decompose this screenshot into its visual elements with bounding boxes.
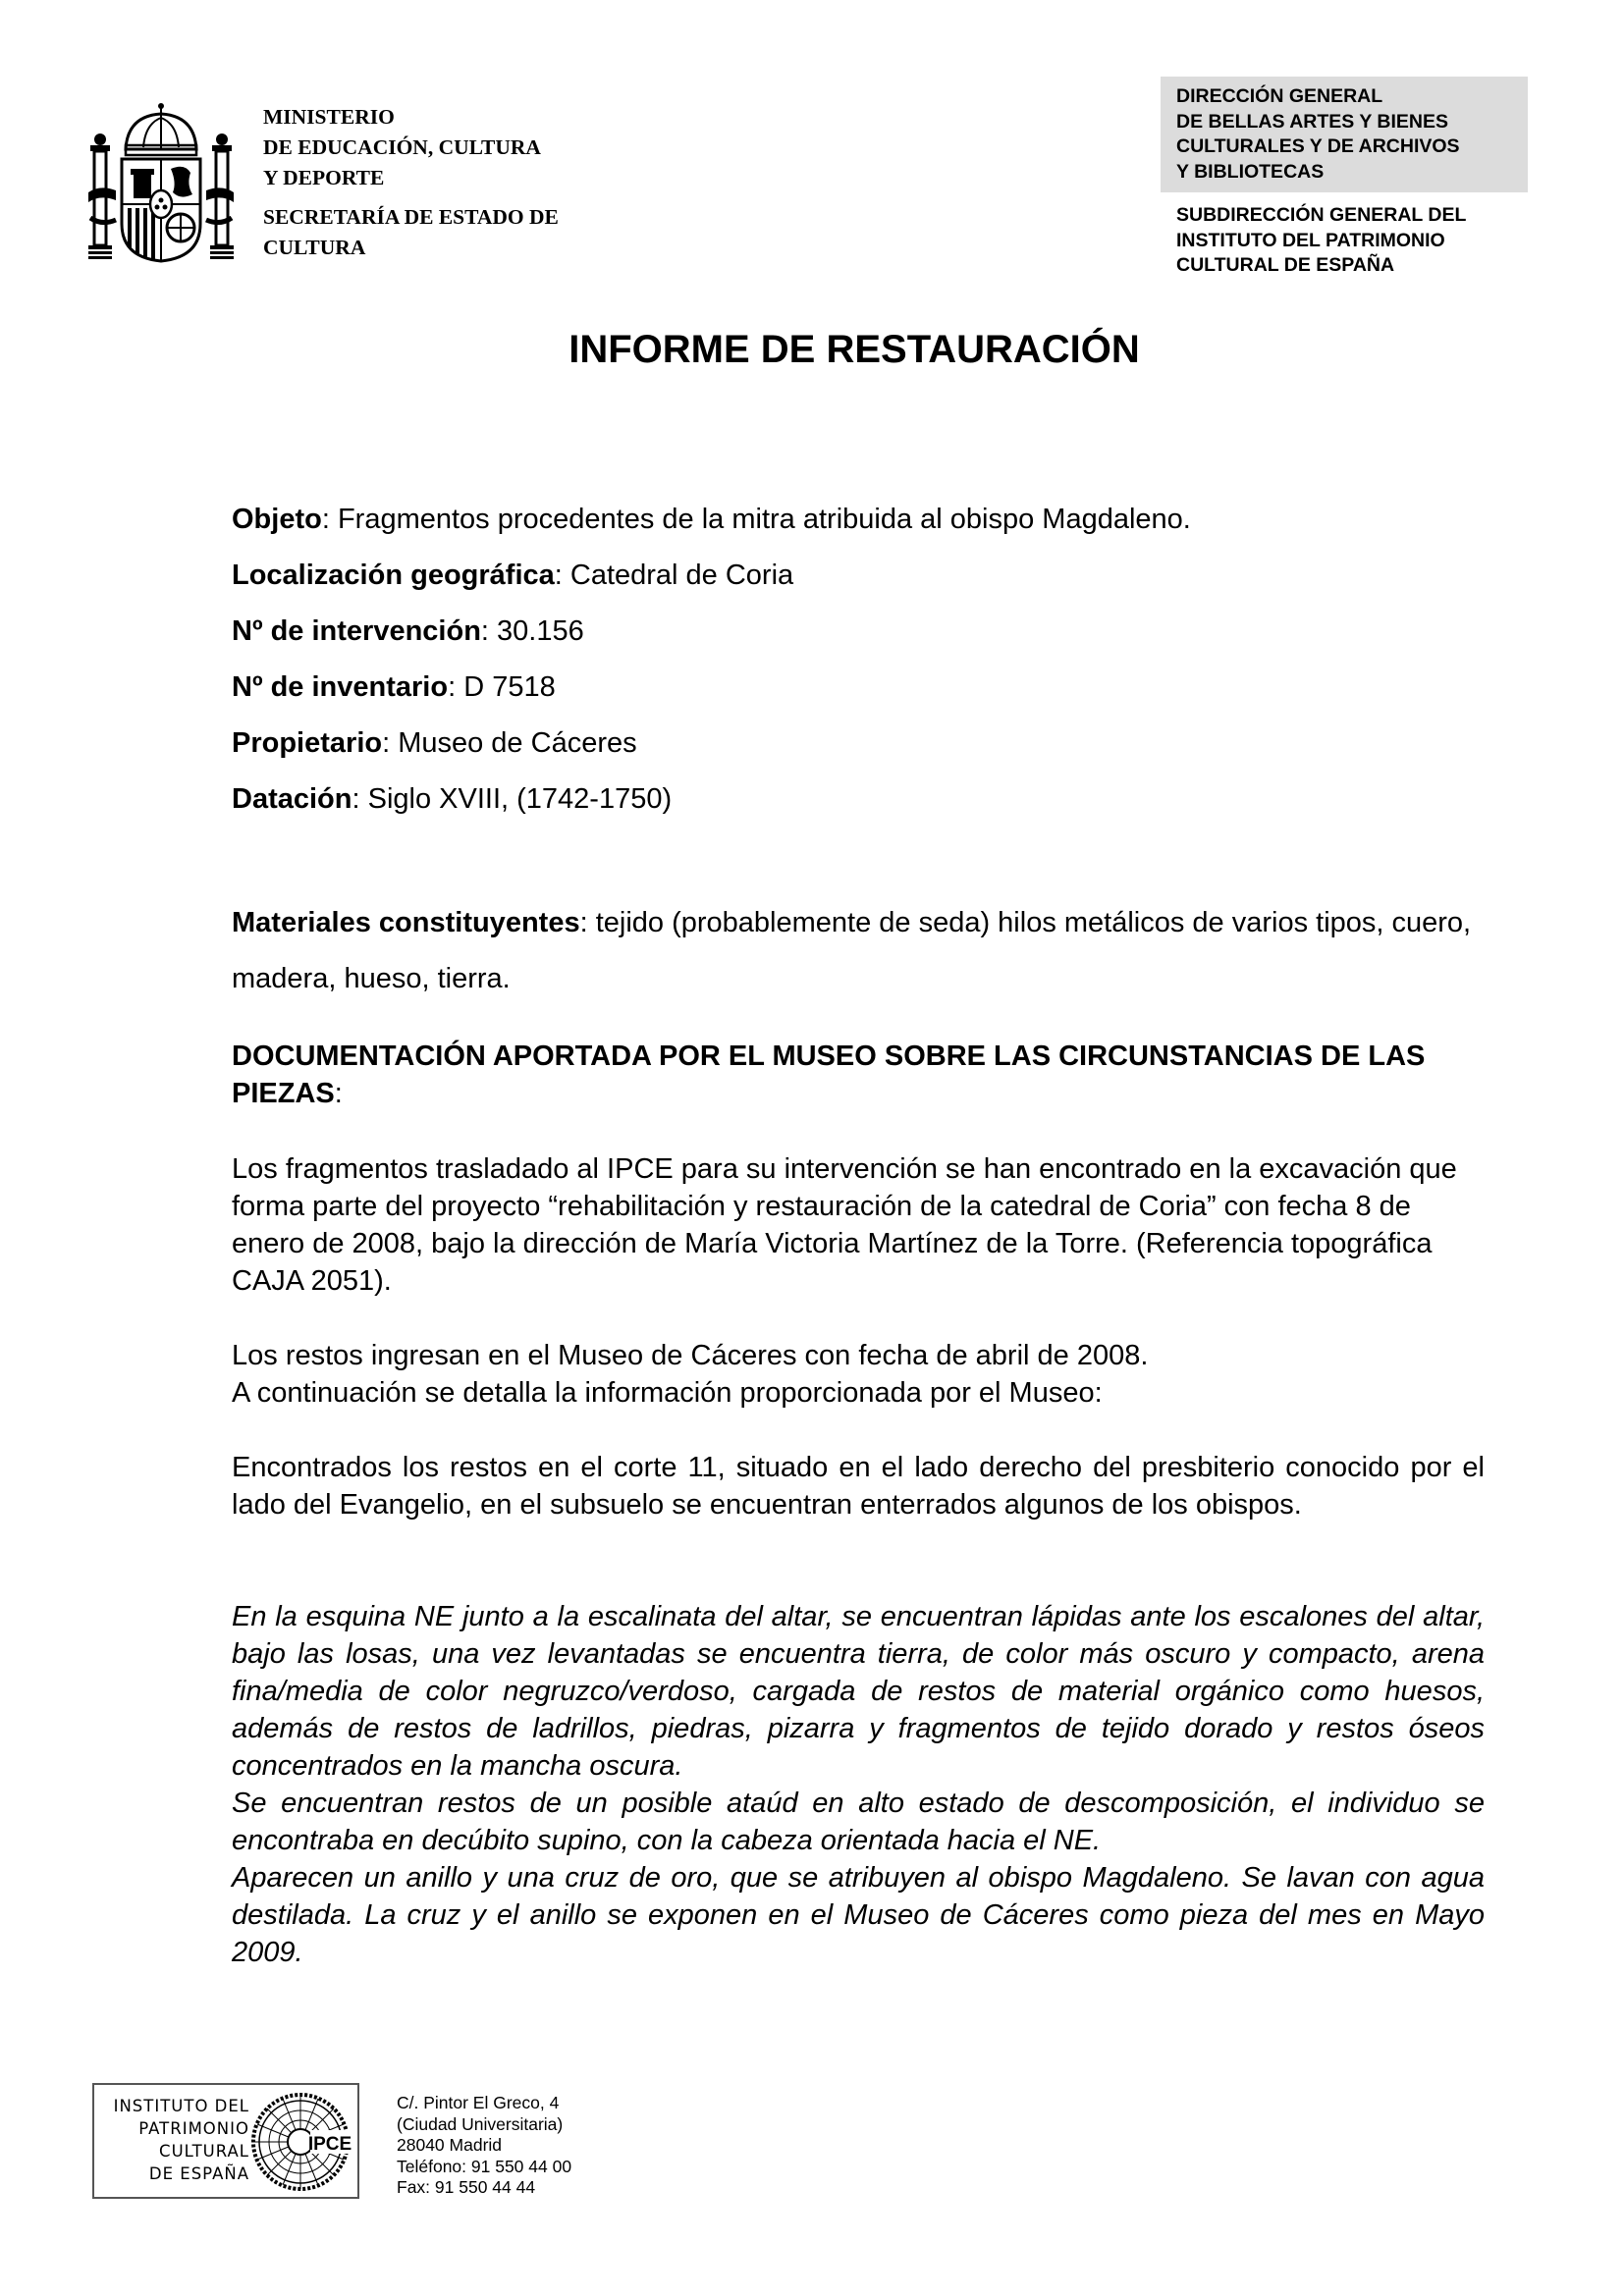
field-label: Localización geográfica (232, 560, 555, 591)
ministry-line: Y DEPORTE (263, 166, 385, 189)
subdirectorate-line: CULTURAL DE ESPAÑA (1176, 254, 1395, 276)
field-objeto (232, 503, 1191, 536)
field-propietario (232, 726, 637, 760)
logo-line: DE ESPAÑA (148, 2164, 249, 2183)
field-label: Objeto (232, 504, 322, 535)
footer-address (397, 2093, 571, 2199)
directorate-line: CULTURALES Y DE ARCHIVOS (1176, 135, 1460, 157)
field-label: Datación (232, 783, 352, 815)
directorate-name (1176, 84, 1460, 185)
materials-label: Materiales constituyentes (232, 907, 580, 938)
subdirectorate-line: INSTITUTO DEL PATRIMONIO (1176, 229, 1445, 251)
ipce-badge-text: IPCE (307, 2134, 352, 2155)
paragraph-line: A continuación se detalla la información proporcionada por el Museo: (232, 1377, 1103, 1409)
ipce-logo (92, 2083, 359, 2199)
logo-line: PATRIMONIO (138, 2119, 249, 2138)
field-inventario (232, 670, 556, 704)
field-label: Nº de intervención (232, 615, 481, 647)
materials-field (232, 895, 1485, 1007)
ministry-line: MINISTERIO (263, 105, 395, 129)
field-datacion (232, 782, 672, 816)
documentation-heading-colon: : (334, 1078, 343, 1109)
address-line: C/. Pintor El Greco, 4 (397, 2093, 560, 2112)
field-value: : Catedral de Coria (554, 560, 794, 591)
address-line: 28040 Madrid (397, 2135, 503, 2155)
paragraph-excavation: Los fragmentos trasladado al IPCE para su intervención se han encontrado en la excavación que forma parte del proyecto “rehabilitación y restauración de la catedral de Coria” con fecha 8 de enero de 2008, bajo la dirección de María Victoria Martínez de la Torre. (Referencia topográfica CAJA 2051). (232, 1153, 1457, 1297)
italic-paragraph: Se encuentran restos de un posible ataúd en alto estado de descomposición, el individuo se encontraba en decúbito supino, con la cabeza orientada hacia el NE. (232, 1788, 1485, 1856)
logo-line: INSTITUTO DEL (113, 2097, 249, 2115)
field-value: : Fragmentos procedentes de la mitra atribuida al obispo Magdaleno. (321, 504, 1191, 535)
field-localizacion (232, 559, 793, 592)
field-value: : 30.156 (480, 615, 584, 647)
materials-value: : tejido (probablemente de seda) hilos metálicos de varios tipos, cuero, madera, hueso, tierra. (232, 907, 1472, 994)
address-fax: Fax: 91 550 44 44 (397, 2177, 536, 2197)
field-label: Nº de inventario (232, 671, 449, 703)
directorate-line: DE BELLAS ARTES Y BIENES (1176, 110, 1449, 133)
field-value: : Siglo XVIII, (1742-1750) (352, 783, 673, 815)
directorate-line: Y BIBLIOTECAS (1176, 160, 1325, 183)
subdirectorate-line: SUBDIRECCIÓN GENERAL DEL (1176, 204, 1467, 226)
paragraph-line: Los restos ingresan en el Museo de Cáceres con fecha de abril de 2008. (232, 1340, 1149, 1371)
ipce-emblem-icon (249, 2091, 352, 2193)
page-title: INFORME DE RESTAURACIÓN (568, 328, 1140, 371)
subdirectorate-name (1176, 203, 1466, 279)
secretariat-line: SECRETARÍA DE ESTADO DE (263, 205, 559, 229)
ipce-logo-text (102, 2095, 249, 2185)
italic-paragraph: Aparecen un anillo y una cruz de oro, que se atribuyen al obispo Magdaleno. Se lavan con agua destilada. La cruz y el anillo se exponen en el Museo de Cáceres como pieza del mes en Mayo 2009. (232, 1862, 1485, 1968)
paragraph-location: Encontrados los restos en el corte 11, situado en el lado derecho del presbiterio conocido por el lado del Evangelio, en el subsuelo se encuentran enterrados algunos de los obispos. (232, 1452, 1485, 1521)
field-intervencion (232, 614, 584, 648)
address-line: (Ciudad Universitaria) (397, 2113, 564, 2134)
address-phone: Teléfono: 91 550 44 00 (397, 2156, 572, 2176)
documentation-heading (232, 1038, 1498, 1112)
field-value: : D 7518 (448, 671, 556, 703)
secretariat-line: CULTURA (263, 236, 366, 259)
paragraph-museum-entry (232, 1337, 1485, 1412)
field-value: : Museo de Cáceres (382, 727, 637, 759)
logo-line: CULTURAL (159, 2142, 249, 2161)
italic-paragraph: En la esquina NE junto a la escalinata del altar, se encuentran lápidas ante los escalones del altar, bajo las losas, una vez levantadas se encuentra tierra, de color más oscuro y compacto, arena fina/media de color negruzco/verdoso, cargada de restos de material orgánico como huesos, además de restos de ladrillos, piedras, pizarra y fragmentos de tejido dorado y restos óseos concentrados en la mancha oscura. (232, 1601, 1485, 1782)
field-label: Propietario (232, 727, 383, 759)
directorate-line: DIRECCIÓN GENERAL (1176, 85, 1383, 107)
ministry-line: DE EDUCACIÓN, CULTURA (263, 135, 541, 159)
paragraph-findings (232, 1598, 1485, 1971)
documentation-heading-text: DOCUMENTACIÓN APORTADA POR EL MUSEO SOBRE LAS CIRCUNSTANCIAS DE LAS PIEZAS (232, 1041, 1426, 1109)
ministry-name (263, 102, 559, 263)
coat-of-arms-icon (86, 102, 236, 263)
